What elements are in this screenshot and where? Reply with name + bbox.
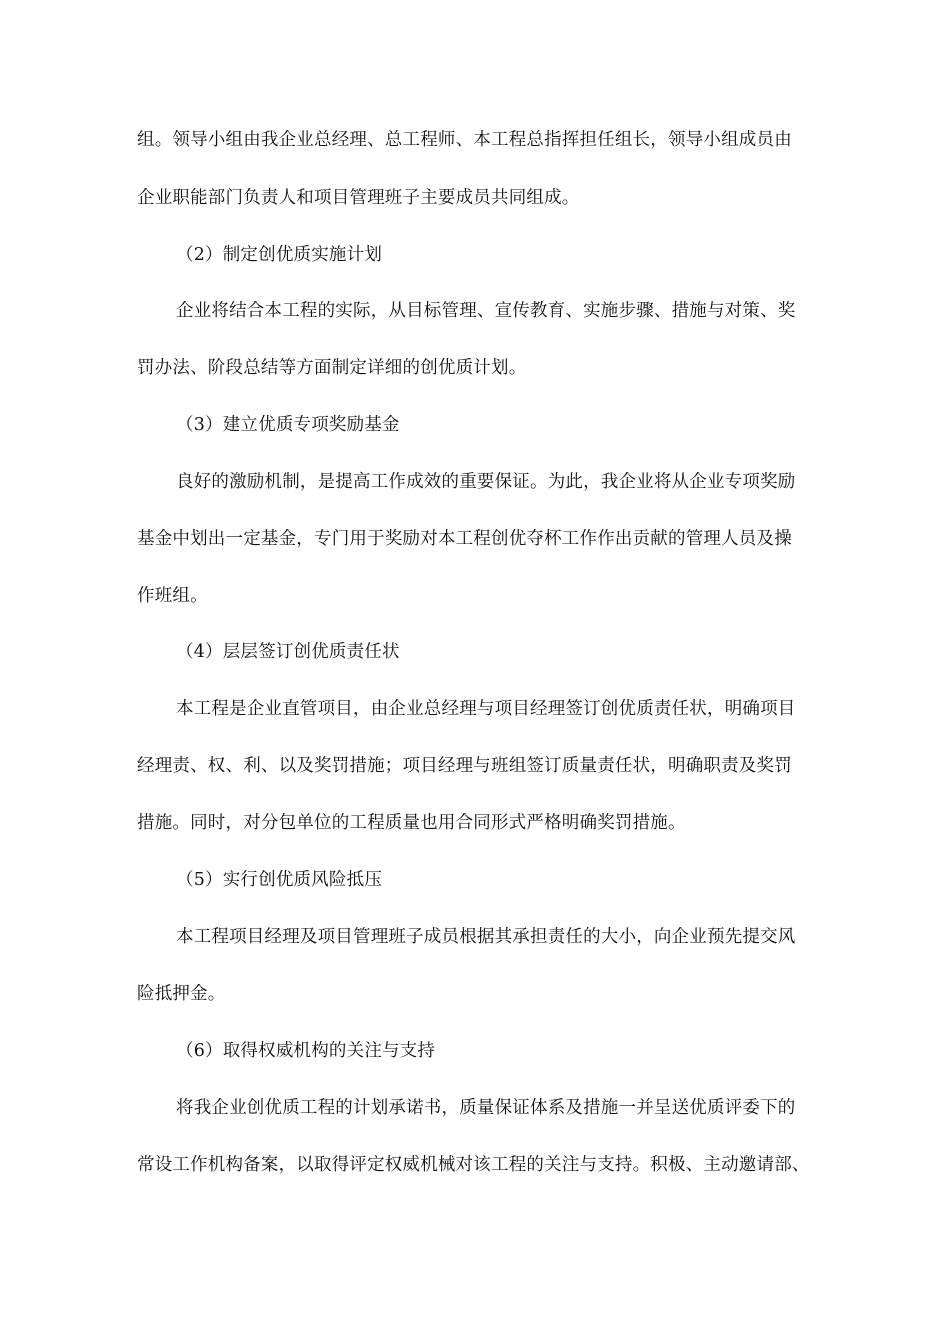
paragraph-line: 将我企业创优质工程的计划承诺书，质量保证体系及措施一并呈送优质评委下的 bbox=[176, 1098, 796, 1118]
section-heading: （4）层层签订创优质责任状 bbox=[176, 642, 400, 662]
paragraph-line: 组。领导小组由我企业总经理、总工程师、本工程总指挥担任组长，领导小组成员由 bbox=[137, 130, 792, 150]
paragraph-line: 经理责、权、利、以及奖罚措施；项目经理与班组签订质量责任状，明确职责及奖罚 bbox=[137, 756, 792, 776]
paragraph-line: 本工程是企业直管项目，由企业总经理与项目经理签订创优质责任状，明确项目 bbox=[176, 699, 796, 719]
section-heading: （2）制定创优质实施计划 bbox=[176, 245, 383, 265]
paragraph-line: 常设工作机构备案，以取得评定权威机械对该工程的关注与支持。积极、主动邀请部、 bbox=[137, 1155, 810, 1175]
paragraph-line: 措施。同时，对分包单位的工程质量也用合同形式严格明确奖罚措施。 bbox=[137, 813, 686, 833]
section-heading: （3）建立优质专项奖励基金 bbox=[176, 415, 400, 435]
paragraph-line: 良好的激励机制，是提高工作成效的重要保证。为此，我企业将从企业专项奖励 bbox=[176, 472, 796, 492]
paragraph-line: 企业职能部门负责人和项目管理班子主要成员共同组成。 bbox=[137, 188, 580, 208]
paragraph-line: 险抵押金。 bbox=[137, 984, 226, 1004]
section-heading: （5）实行创优质风险抵压 bbox=[176, 870, 383, 890]
paragraph-line: 本工程项目经理及项目管理班子成员根据其承担责任的大小，向企业预先提交风 bbox=[176, 927, 796, 947]
paragraph-line: 作班组。 bbox=[137, 586, 208, 606]
paragraph-line: 罚办法、阶段总结等方面制定详细的创优质计划。 bbox=[137, 358, 527, 378]
paragraph-line: 企业将结合本工程的实际，从目标管理、宣传教育、实施步骤、措施与对策、奖 bbox=[176, 301, 796, 321]
paragraph-line: 基金中划出一定基金，专门用于奖励对本工程创优夺杯工作作出贡献的管理人员及操 bbox=[137, 529, 792, 549]
section-heading: （6）取得权威机构的关注与支持 bbox=[176, 1041, 436, 1061]
